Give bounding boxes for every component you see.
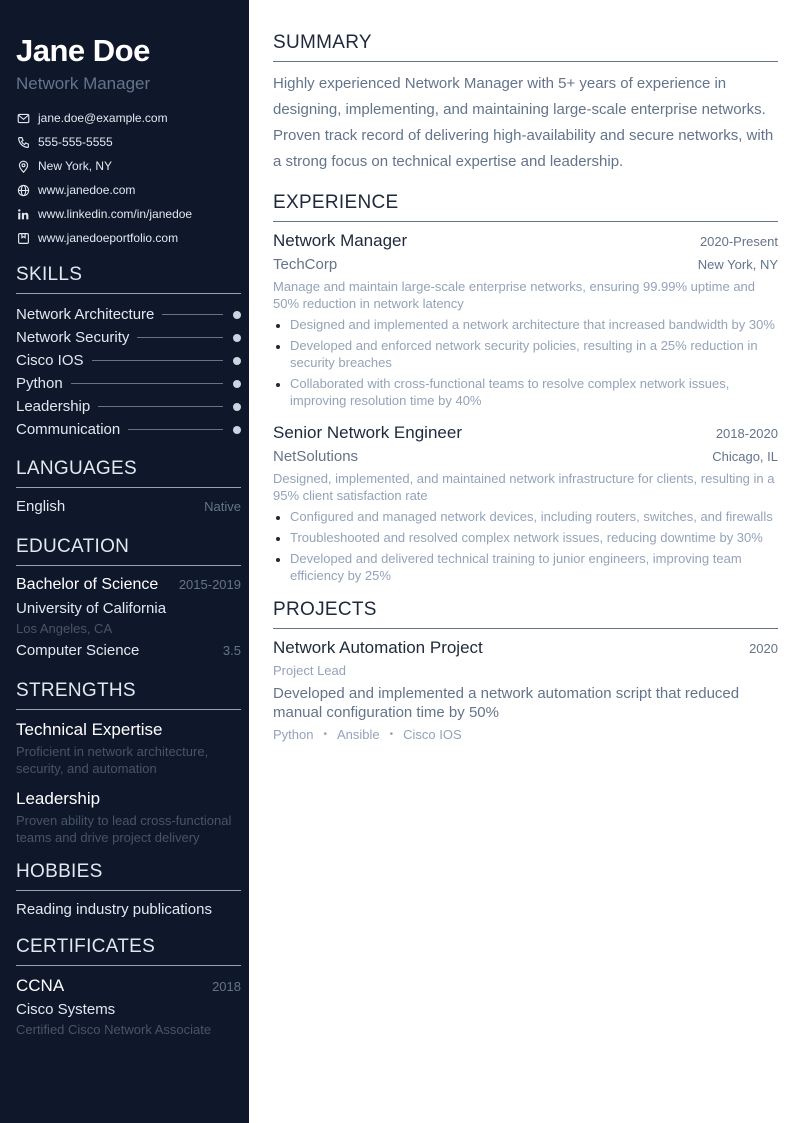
project-tag: Python — [273, 727, 314, 742]
skill-dot — [233, 403, 241, 411]
sidebar — [0, 0, 249, 1123]
summary-text: Highly experienced Network Manager with 5+ years of experience in designing, implementing, and maintaining large-scale enterprise networks. Proven track record of delivering high-availability and secure networks, with a strong focus on technical expertise and leadership. — [273, 75, 774, 170]
main-content — [273, 31, 778, 742]
education-degree-row — [16, 575, 241, 595]
contact-location-text: New York, NY — [38, 159, 113, 173]
job-dates: 2020-Present — [699, 234, 778, 249]
project-tag: Cisco IOS — [403, 727, 462, 742]
job-entry — [273, 230, 778, 409]
job-entry — [273, 422, 778, 584]
contact-list — [16, 106, 241, 250]
skill-line — [92, 360, 223, 361]
education-field: Computer Science — [16, 642, 140, 659]
education-gpa: 3.5 — [222, 643, 241, 658]
skill-line — [137, 337, 223, 338]
strength-title: Leadership — [16, 789, 101, 808]
job-title-row — [273, 230, 778, 252]
skill-item — [16, 349, 241, 372]
experience-heading: EXPERIENCE — [273, 191, 778, 222]
strength-desc: Proven ability to lead cross-functional teams and drive project delivery — [16, 813, 232, 845]
summary-heading: SUMMARY — [273, 31, 778, 62]
candidate-role: Network Manager — [16, 74, 151, 93]
certificate-year: 2018 — [212, 979, 241, 994]
certificate-org: Cisco Systems — [16, 1001, 116, 1018]
skill-item — [16, 395, 241, 418]
project-title: Network Automation Project — [273, 638, 483, 657]
job-bullets — [273, 508, 778, 584]
job-title: Network Manager — [273, 231, 408, 250]
education-field-row — [16, 641, 241, 660]
skill-label: Communication — [16, 421, 121, 438]
project-tags — [273, 727, 778, 742]
tag-separator: • — [389, 729, 394, 740]
language-name: English — [16, 498, 66, 515]
skill-item — [16, 326, 241, 349]
skill-line — [128, 429, 223, 430]
job-company: NetSolutions — [273, 448, 359, 465]
skill-dot — [233, 311, 241, 319]
certificate-row — [16, 975, 241, 998]
contact-phone[interactable] — [16, 130, 241, 154]
skill-label: Leadership — [16, 398, 91, 415]
contact-email[interactable] — [16, 106, 241, 130]
hobby-item: Reading industry publications — [16, 901, 212, 918]
project-year: 2020 — [749, 641, 778, 656]
job-title: Senior Network Engineer — [273, 423, 462, 442]
skill-line — [98, 406, 223, 407]
education-school: University of California — [16, 600, 167, 617]
job-company: TechCorp — [273, 256, 338, 273]
skills-heading: SKILLS — [16, 263, 241, 294]
contact-website-text: www.janedoe.com — [38, 183, 136, 197]
contact-portfolio[interactable] — [16, 226, 241, 250]
job-company-row — [273, 447, 778, 467]
skill-line — [162, 314, 223, 315]
phone-icon — [16, 135, 30, 149]
contact-email-text: jane.doe@example.com — [38, 111, 168, 125]
education-location: Los Angeles, CA — [16, 621, 113, 636]
skill-dot — [233, 426, 241, 434]
certificate-desc: Certified Cisco Network Associate — [16, 1022, 212, 1037]
strengths-heading: STRENGTHS — [16, 679, 241, 710]
job-bullets — [273, 316, 778, 409]
contact-linkedin[interactable] — [16, 202, 241, 226]
skill-dot — [233, 380, 241, 388]
project-title-row — [273, 637, 778, 660]
contact-website[interactable] — [16, 178, 241, 202]
job-bullet: Developed and enforced network security policies, resulting in a 25% reduction in security breaches — [273, 337, 778, 371]
skill-item — [16, 418, 241, 441]
job-title-row — [273, 422, 778, 444]
skill-label: Python — [16, 375, 63, 392]
job-location: Chicago, IL — [712, 449, 778, 464]
candidate-name: Jane Doe — [16, 33, 150, 68]
contact-phone-text: 555-555-5555 — [38, 135, 113, 149]
hobbies-heading: HOBBIES — [16, 860, 241, 891]
skills-list — [16, 303, 241, 441]
education-degree: Bachelor of Science — [16, 576, 159, 593]
project-role: Project Lead — [273, 663, 346, 678]
job-bullet: Troubleshooted and resolved complex network issues, reducing downtime by 30% — [273, 529, 778, 546]
skill-item — [16, 372, 241, 395]
skill-line — [71, 383, 223, 384]
job-dates: 2018-2020 — [715, 426, 778, 441]
job-company-row — [273, 255, 778, 275]
contact-location — [16, 154, 241, 178]
linkedin-icon — [16, 207, 30, 221]
location-icon — [16, 159, 30, 173]
contact-portfolio-text: www.janedoeportfolio.com — [38, 231, 179, 245]
language-level: Native — [204, 499, 241, 514]
mail-icon — [16, 111, 30, 125]
skill-label: Network Architecture — [16, 306, 155, 323]
certificate-name: CCNA — [16, 976, 65, 995]
portfolio-icon — [16, 231, 30, 245]
skill-label: Cisco IOS — [16, 352, 84, 369]
education-heading: EDUCATION — [16, 535, 241, 566]
education-dates: 2015-2019 — [178, 577, 241, 592]
skill-item — [16, 303, 241, 326]
job-bullet: Developed and delivered technical training to junior engineers, improving team efficiency by 25% — [273, 550, 778, 584]
job-description: Manage and maintain large-scale enterprise networks, ensuring 99.99% uptime and 50% reduction in network latency — [273, 279, 756, 311]
languages-heading: LANGUAGES — [16, 457, 241, 488]
skill-dot — [233, 357, 241, 365]
language-item — [16, 498, 241, 516]
globe-icon — [16, 183, 30, 197]
certificates-heading: CERTIFICATES — [16, 935, 241, 966]
job-bullet: Collaborated with cross-functional teams to resolve complex network issues, improving resolution time by 40% — [273, 375, 778, 409]
job-bullet: Configured and managed network devices, including routers, switches, and firewalls — [273, 508, 778, 525]
project-description: Developed and implemented a network automation script that reduced manual configuration time by 50% — [273, 685, 740, 721]
contact-linkedin-text: www.linkedin.com/in/janedoe — [38, 207, 193, 221]
strength-title: Technical Expertise — [16, 720, 163, 739]
projects-heading: PROJECTS — [273, 598, 778, 629]
skill-label: Network Security — [16, 329, 130, 346]
strength-desc: Proficient in network architecture, security, and automation — [16, 744, 209, 776]
job-description: Designed, implemented, and maintained network infrastructure for clients, resulting in a 95% client satisfaction rate — [273, 471, 775, 503]
project-tag: Ansible — [337, 727, 380, 742]
tag-separator: • — [323, 729, 327, 740]
job-location: New York, NY — [697, 257, 778, 272]
job-bullet: Designed and implemented a network architecture that increased bandwidth by 30% — [273, 316, 778, 333]
skill-dot — [233, 334, 241, 342]
